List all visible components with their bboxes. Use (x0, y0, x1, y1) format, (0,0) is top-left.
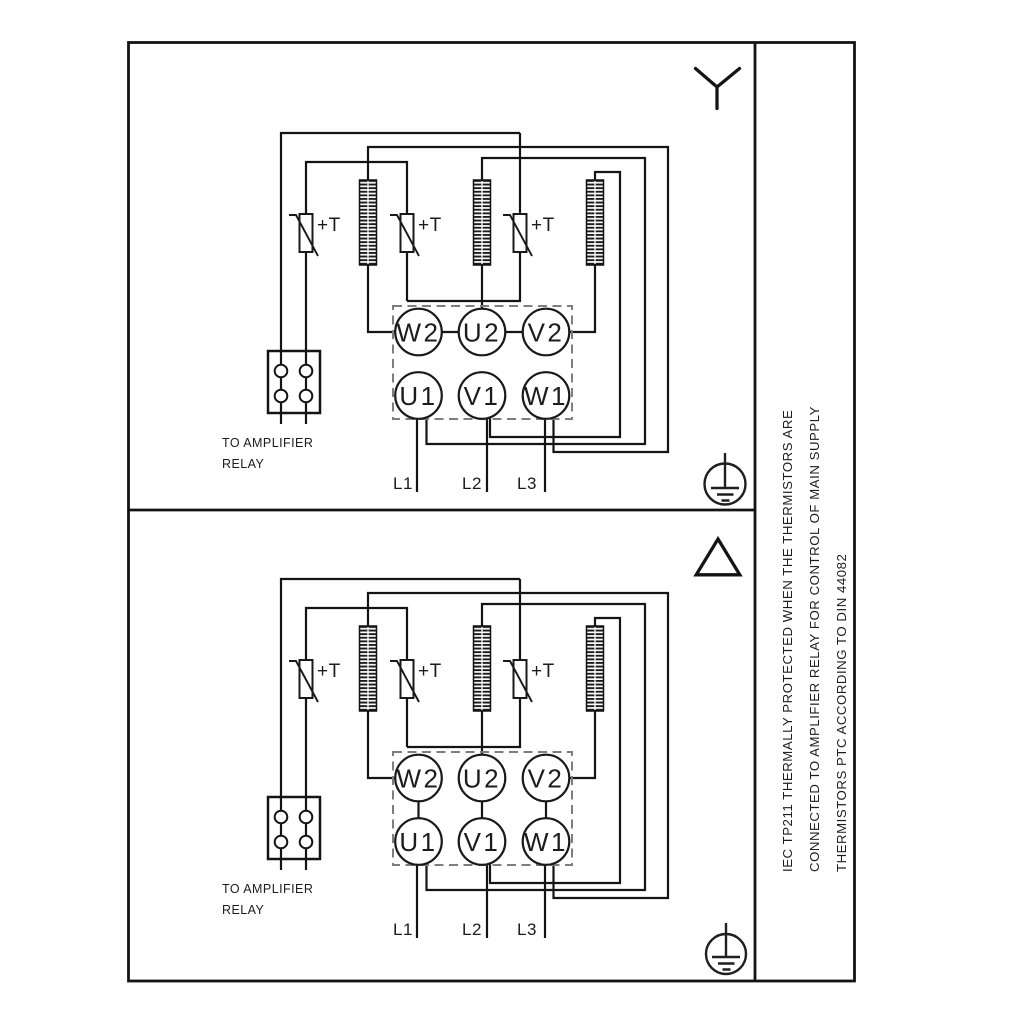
side-note-line2: CONNECTED TO AMPLIFIER RELAY FOR CONTROL OF MAIN SUPPLY (807, 406, 822, 872)
side-note-line1: IEC TP211 THERMALLY PROTECTED WHEN THE THERMISTORS ARE (780, 409, 795, 872)
star-connection-panel (222, 69, 746, 505)
side-note (780, 406, 849, 872)
star-connection-icon (696, 69, 740, 109)
side-note-line3: THERMISTORS PTC ACCORDING TO DIN 44082 (834, 553, 849, 872)
delta-bridge-links (419, 801, 547, 818)
protective-earth-icon (706, 923, 746, 974)
delta-connection-icon (696, 539, 740, 575)
delta-connection-panel (222, 539, 746, 974)
protective-earth-icon (705, 453, 746, 505)
